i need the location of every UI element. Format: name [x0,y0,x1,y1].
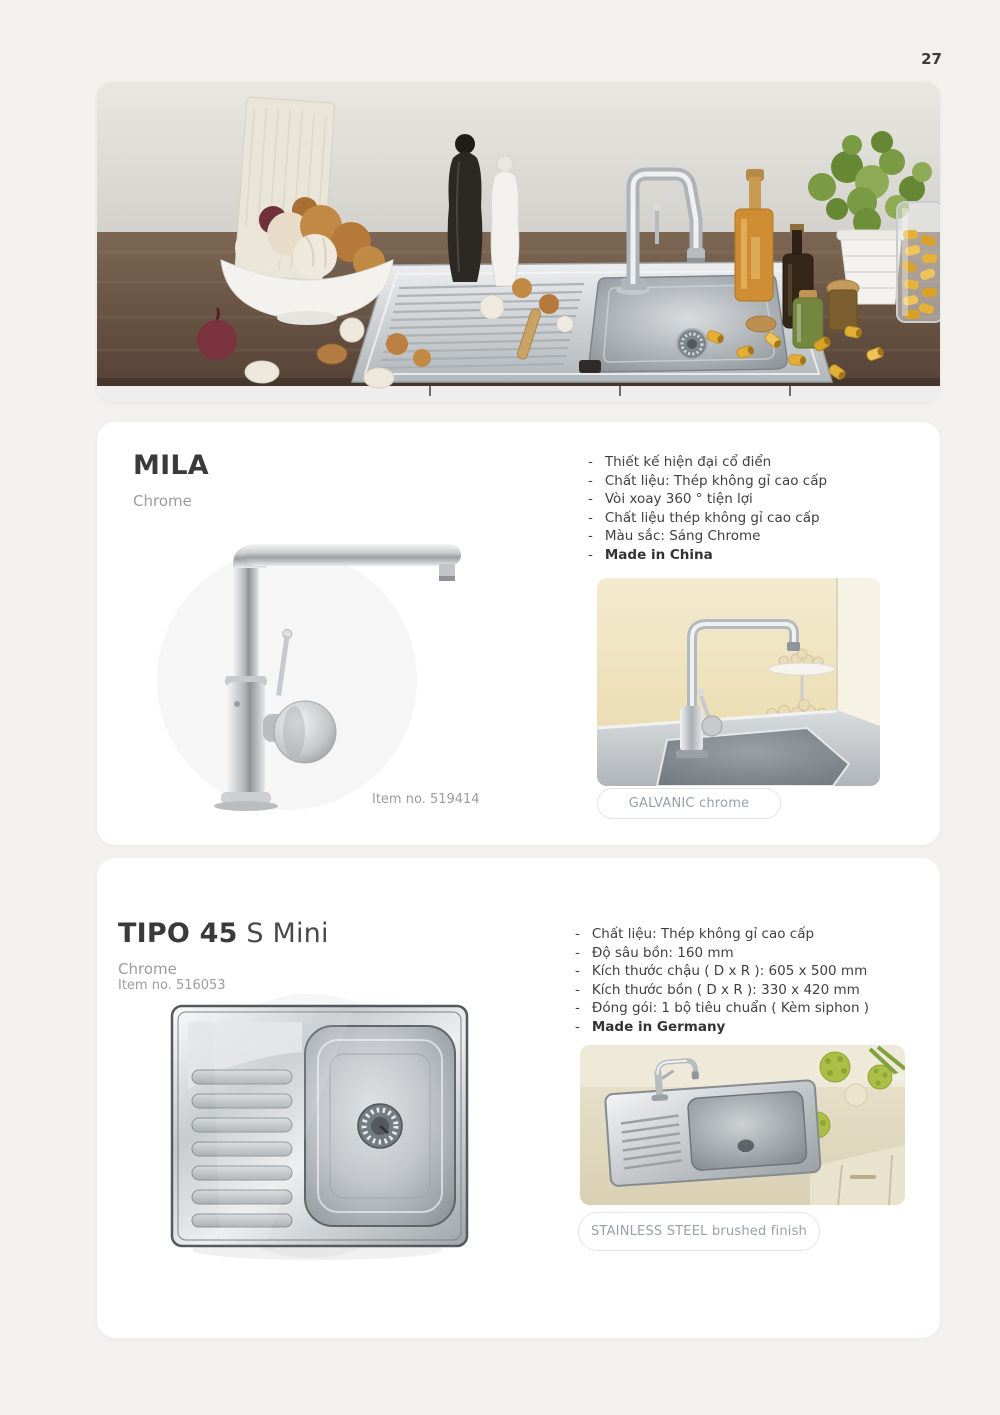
feature-item: - Độ sâu bồn: 160 mm [575,944,920,963]
mila-faucet-illustration [137,518,517,818]
product-title: TIPO 45 S Mini [118,918,329,949]
feature-item: - Vòi xoay 360 ° tiện lợi [588,490,918,509]
product-card-mila [97,422,940,845]
feature-item: - Made in Germany [575,1018,920,1037]
feature-item: - Đóng gói: 1 bộ tiêu chuẩn ( Kèm siphon ) [575,999,920,1018]
finish-badge: GALVANIC chrome [597,788,781,819]
tipo-context-photo [580,1045,905,1205]
feature-item: - Made in China [588,546,918,565]
item-number: Item no. 519414 [372,792,480,807]
product-card-tipo-45-s-mini [97,858,940,1338]
tipo-sink-illustration [142,986,492,1271]
product-title: MILA [133,450,209,481]
feature-item: - Chất liệu thép không gỉ cao cấp [588,509,918,528]
feature-item: - Thiết kế hiện đại cổ điển [588,453,918,472]
hero-photo [97,82,940,402]
feature-item: - Màu sắc: Sáng Chrome [588,527,918,546]
mila-context-photo [597,578,880,786]
item-number: Item no. 516053 [118,978,226,993]
feature-item: - Chất liệu: Thép không gỉ cao cấp [588,472,918,491]
feature-item: - Chất liệu: Thép không gỉ cao cấp [575,925,920,944]
finish-badge: STAINLESS STEEL brushed finish [578,1212,820,1251]
feature-list [588,453,918,565]
product-subtitle: Chrome [133,492,192,510]
page-number: 27 [921,50,942,68]
feature-list [575,925,920,1037]
feature-item: - Kích thước chậu ( D x R ): 605 x 500 mm [575,962,920,981]
feature-item: - Kích thước bồn ( D x R ): 330 x 420 mm [575,981,920,1000]
product-subtitle: Chrome [118,960,177,978]
